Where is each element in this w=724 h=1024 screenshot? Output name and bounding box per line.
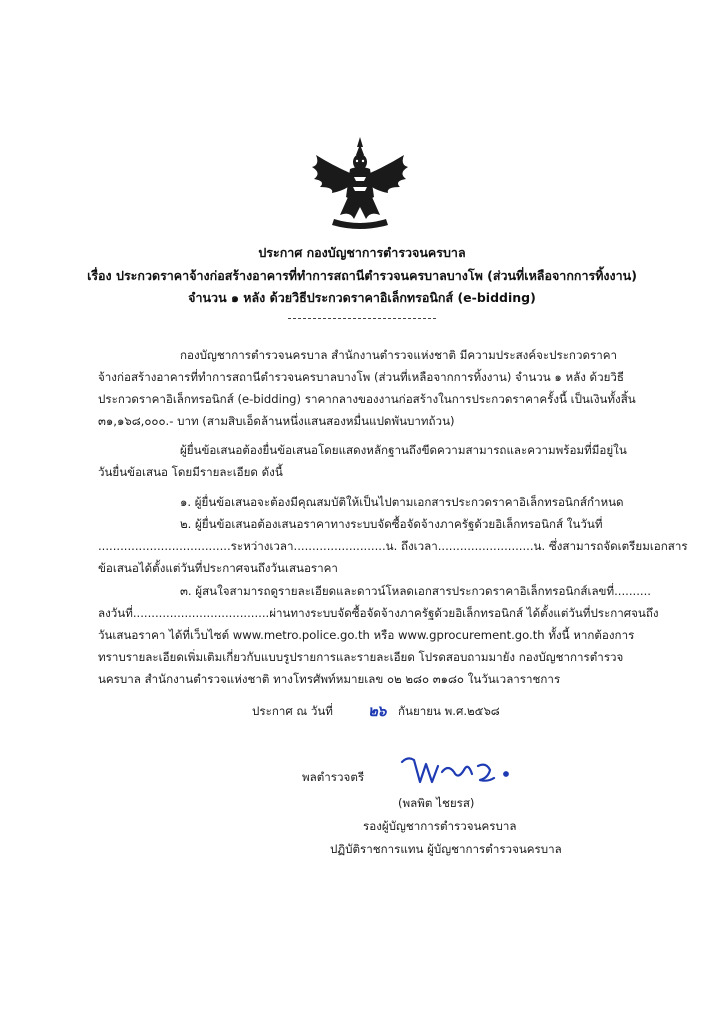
item-2-line-2: ....................................ระหว่างเวลา.........................น. ถึงเวลา..........................น. ซึ่งสามารถจัดเตรียมเอกสาร <box>98 539 688 553</box>
paragraph-2-line-1: ผู้ยื่นข้อเสนอต้องยื่นข้อเสนอโดยแสดงหลักฐานถึงขีดความสามารถและความพร้อมที่มีอยู่ใน <box>180 443 627 457</box>
item-3-line-4: ทราบรายละเอียดเพิ่มเติมเกี่ยวกับแบบรูปรายการและรายละเอียด โปรดสอบถามมายัง กองบัญชาการตำรวจ <box>98 650 624 664</box>
item-2-line-3: ข้อเสนอได้ตั้งแต่วันที่ประกาศจนถึงวันเสนอราคา <box>98 561 338 575</box>
signer-name: (พลพิต ไชยรส) <box>398 796 475 810</box>
garuda-emblem-icon <box>304 135 416 235</box>
paragraph-2-line-2: วันยื่นข้อเสนอ โดยมีรายละเอียด ดังนี้ <box>98 465 283 479</box>
item-2-line-1: ๒. ผู้ยื่นข้อเสนอต้องเสนอราคาทางระบบจัดซื้อจัดจ้างภาครัฐด้วยอิเล็กทรอนิกส์ ในวันที่ <box>180 517 603 531</box>
item-3-line-1: ๓. ผู้สนใจสามารถดูรายละเอียดและดาวน์โหลดเอกสารประกวดราคาอิเล็กทรอนิกส์เลขที่.......... <box>180 584 651 598</box>
paragraph-1-line-1: กองบัญชาการตำรวจนครบาล สำนักงานตำรวจแห่งชาติ มีความประสงค์จะประกวดราคา <box>180 348 617 362</box>
paragraph-1-line-3: ประกวดราคาอิเล็กทรอนิกส์ (e-bidding) ราคากลางของงานก่อสร้างในการประกวดราคาครั้งนี้ เป็นเงินทั้งสิ้น <box>98 392 636 406</box>
subject-line-2: จำนวน ๑ หลัง ด้วยวิธีประกวดราคาอิเล็กทรอนิกส์ (e-bidding) <box>188 290 536 305</box>
item-3-line-2: ลงวันที่.....................................ผ่านทางระบบจัดซื้อจัดจ้างภาครัฐด้วยอิเล็กทรอนิกส์ ได้ตั้งแต่วันที่ประกาศจนถึง <box>98 606 659 620</box>
item-1: ๑. ผู้ยื่นข้อเสนอจะต้องมีคุณสมบัติให้เป็นไปตามเอกสารประกวดราคาอิเล็กทรอนิกส์กำหนด <box>180 495 624 509</box>
paragraph-1-line-2: จ้างก่อสร้างอาคารที่ทำการสถานีตำรวจนครบาลบางโพ (ส่วนที่เหลือจากการทิ้งงาน) จำนวน ๑ หลัง ด้วยวิธี <box>98 370 624 384</box>
announcement-title: ประกาศ กองบัญชาการตำรวจนครบาล <box>258 245 466 260</box>
item-3-line-3: วันเสนอราคา ได้ที่เว็บไซต์ www.metro.police.go.th หรือ www.gprocurement.go.th ทั้งนี้ หากต้องการ <box>98 628 635 642</box>
handwritten-signature <box>398 752 516 792</box>
announce-date-suffix: กันยายน พ.ศ.๒๕๖๘ <box>398 704 500 718</box>
announce-date-prefix: ประกาศ ณ วันที่ <box>252 704 333 718</box>
title-divider <box>288 318 436 319</box>
signer-position-1: รองผู้บัญชาการตำรวจนครบาล <box>363 819 517 833</box>
paragraph-1-line-4: ๓๑,๑๖๘,๐๐๐.- บาท (สามสิบเอ็ดล้านหนึ่งแสนสองหมื่นแปดพันบาทถ้วน) <box>98 414 455 428</box>
signer-position-2: ปฏิบัติราชการแทน ผู้บัญชาการตำรวจนครบาล <box>330 842 562 856</box>
subject-line-1: เรื่อง ประกวดราคาจ้างก่อสร้างอาคารที่ทำการสถานีตำรวจนครบาลบางโพ (ส่วนที่เหลือจากการทิ้งงาน) <box>87 268 637 283</box>
item-3-line-5: นครบาล สำนักงานตำรวจแห่งชาติ ทางโทรศัพท์หมายเลข ๐๒ ๒๘๐ ๓๑๘๐ ในวันเวลาราชการ <box>98 672 561 686</box>
handwritten-day: ๒๖ <box>368 702 386 720</box>
signer-rank: พลตำรวจตรี <box>302 770 365 784</box>
